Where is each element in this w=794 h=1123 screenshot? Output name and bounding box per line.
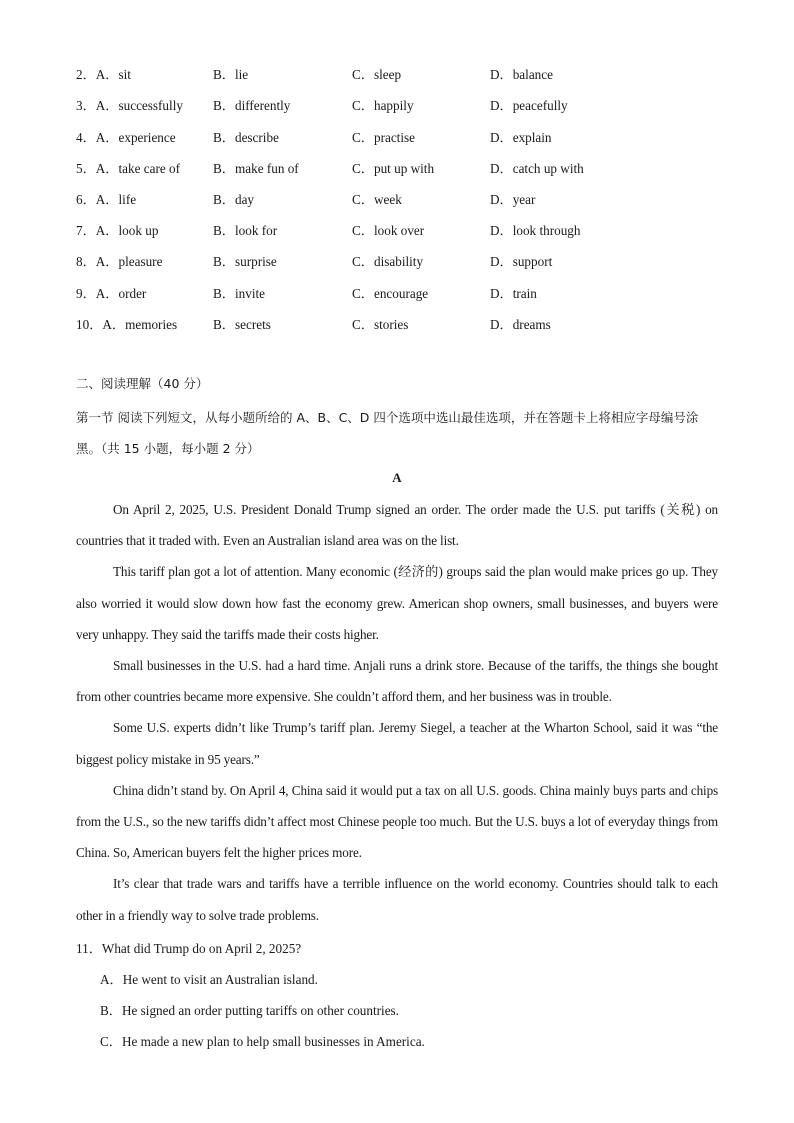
option-c: C．encourage [352,286,429,301]
paragraph: Some U.S. experts didn’t like Trump’s tariff plan. Jeremy Siegel, a teacher at the Wharton School, said it was “the biggest policy mistake in 95 years.” [76,720,718,767]
option-a-text: A．life [95,192,137,207]
option-a-text: A．order [95,286,147,301]
section-instruction: 第一节 阅读下列短文，从每小题所给的 A、B、C、D 四个选项中选山最佳选项，并在答题卡上将相应字母编号涂黑。（共 15 小题，每小题 2 分） [76,410,699,456]
option-a-text: A．take care of [95,161,180,176]
option-c: C．stories [352,317,409,332]
question-number: 3． [76,98,96,113]
option-a [76,283,146,302]
question-stem: 11．What did Trump do on April 2, 2025? [76,941,302,956]
option-a-text: A．experience [95,130,176,145]
option-c: C．look over [352,223,425,238]
paragraph: Small businesses in the U.S. had a hard time. Anjali runs a drink store. Because of the tariffs, the things she bought from other countries became more expensive. She couldn’t afford them, and her business was in trouble. [76,658,718,705]
option-c: C．happily [352,98,414,113]
option-a [76,95,183,114]
question-option-c: C．He made a new plan to help small businesses in America. [100,1034,425,1049]
option-row [76,64,726,84]
option-d: D．dreams [490,317,551,332]
option-row [76,283,726,303]
option-c: C．sleep [352,67,402,82]
option-b: B．differently [213,98,291,113]
option-c: C．week [352,192,402,207]
question-number: 6． [76,192,96,207]
option-row [76,220,726,240]
option-b: B．describe [213,130,279,145]
paragraph: On April 2, 2025, U.S. President Donald Trump signed an order. The order made the U.S. put tariffs (关税) on countries that it traded with. Even an Australian island area was on the list. [76,502,718,549]
option-d: D．year [490,192,536,207]
option-a [76,251,162,270]
question-number: 9． [76,286,96,301]
option-d: D．peacefully [490,98,568,113]
option-row [76,158,726,178]
option-d: D．support [490,254,553,269]
option-b: B．invite [213,286,266,301]
option-a [76,127,176,146]
option-d: D．catch up with [490,161,584,176]
option-a [76,189,136,208]
paragraph: It’s clear that trade wars and tariffs have a terrible influence on the world economy. Countries should talk to each other in a friendly way to solve trade problems. [76,876,718,923]
option-d: D．explain [490,130,552,145]
option-a [76,220,158,239]
option-a [76,158,180,177]
option-row [76,95,726,115]
option-d: D．look through [490,223,581,238]
option-a-text: A．successfully [95,98,183,113]
option-b: B．lie [213,67,249,82]
option-d: D．balance [490,67,553,82]
option-d: D．train [490,286,537,301]
question-number: 5． [76,161,96,176]
option-b: B．surprise [213,254,277,269]
option-b: B．look for [213,223,278,238]
option-row [76,251,726,271]
option-a-text: A．memories [102,317,178,332]
paragraph: This tariff plan got a lot of attention. Many economic (经济的) groups said the plan would make prices go up. They also worried it would slow down how fast the economy grew. American shop owners, small businesses, and buyers were very unhappy. They said the tariffs made their costs higher. [76,564,718,642]
question-option-b: B．He signed an order putting tariffs on other countries. [100,1003,399,1018]
paragraph: China didn’t stand by. On April 4, China said it would put a tax on all U.S. goods. China mainly buys parts and chips from the U.S., so the new tariffs didn’t affect most Chinese people too much. But the U.S. buys a lot of everyday things from China. So, American buyers felt the higher prices more. [76,782,718,861]
option-a-text: A．sit [95,67,131,82]
option-a-text: A．look up [95,223,159,238]
option-b: B．day [213,192,255,207]
option-b: B．secrets [213,317,271,332]
option-c: C．put up with [352,161,435,176]
option-a [76,314,177,333]
section-title: 二、阅读理解（40 分） [76,376,209,391]
option-c: C．disability [352,254,424,269]
passage-body [76,494,718,931]
option-c: C．practise [352,130,415,145]
question-number: 10． [76,317,103,332]
question-number: 4． [76,130,96,145]
option-row [76,189,726,209]
option-a [76,64,131,83]
option-a-text: A．pleasure [95,254,163,269]
passage-letter: A [392,470,402,485]
question-number: 7． [76,223,96,238]
option-b: B．make fun of [213,161,299,176]
question-option-a: A．He went to visit an Australian island. [100,972,318,987]
option-row [76,127,726,147]
question-number: 2． [76,67,96,82]
option-row [76,314,726,334]
question-number: 8． [76,254,96,269]
